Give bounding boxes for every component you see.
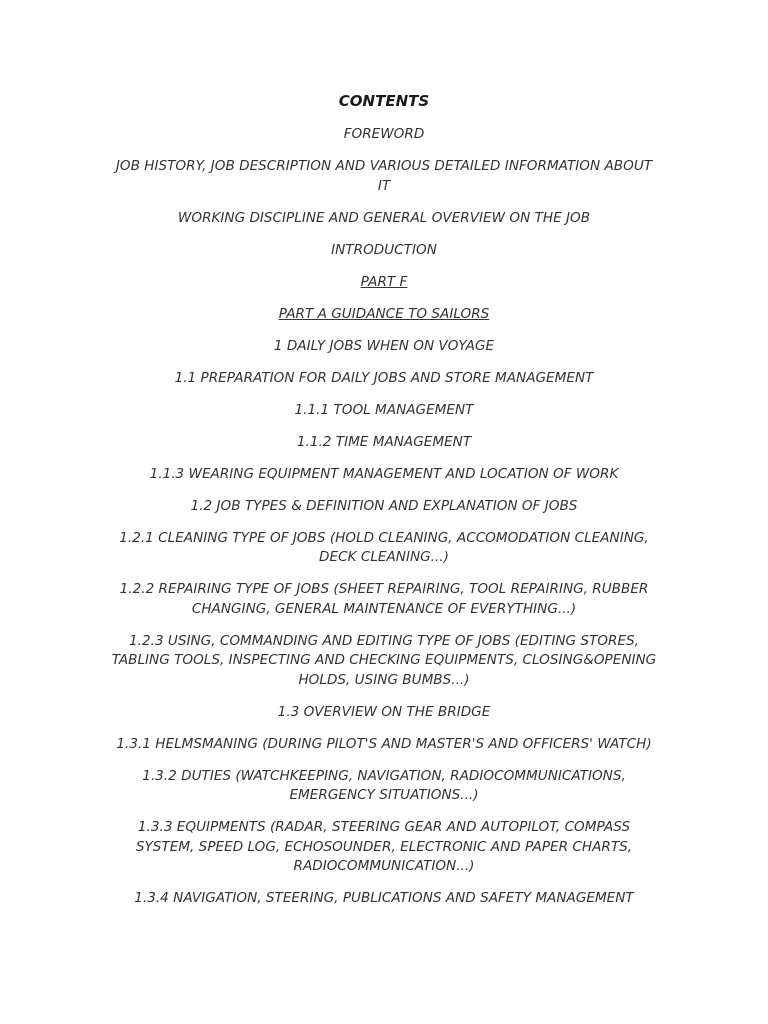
toc-entry: PART F	[360, 273, 408, 290]
toc-entry: 1.3 OVERVIEW ON THE BRIDGE	[277, 703, 491, 720]
toc-entry: 1.3.3 EQUIPMENTS (RADAR, STEERING GEAR AND AUTOPILOT, COMPASS SYSTEM, SPEED LOG, ECHOSOUNDER, ELECTRONIC AND PAPER CHARTS, RADIOCOMMUNICATION...)	[135, 819, 633, 874]
toc-entry: 1.3.2 DUTIES (WATCHKEEPING, NAVIGATION, RADIOCOMMUNICATIONS, EMERGENCY SITUATIONS...)	[142, 767, 626, 803]
toc-entry: 1.2.2 REPAIRING TYPE OF JOBS (SHEET REPAIRING, TOOL REPAIRING, RUBBER CHANGING, GENERAL MAINTENANCE OF EVERYTHING...)	[119, 581, 649, 617]
contents-title: CONTENTS	[338, 92, 430, 110]
table-of-contents	[108, 125, 660, 921]
toc-entry: PART A GUIDANCE TO SAILORS	[278, 305, 490, 322]
toc-entry: 1.2.3 USING, COMMANDING AND EDITING TYPE OF JOBS (EDITING STORES, TABLING TOOLS, INSPECTING AND CHECKING EQUIPMENTS, CLOSING&OPENING HOLDS, USING BUMBS...)	[111, 632, 657, 688]
toc-entry: JOB HISTORY, JOB DESCRIPTION AND VARIOUS DETAILED INFORMATION ABOUT IT	[115, 158, 653, 194]
toc-entry: 1.1.3 WEARING EQUIPMENT MANAGEMENT AND LOCATION OF WORK	[149, 465, 619, 482]
toc-entry: 1 DAILY JOBS WHEN ON VOYAGE	[273, 337, 495, 354]
toc-entry: 1.1.2 TIME MANAGEMENT	[296, 433, 472, 450]
toc-entry: FOREWORD	[343, 126, 425, 142]
toc-entry: 1.3.4 NAVIGATION, STEERING, PUBLICATIONS AND SAFETY MANAGEMENT	[134, 890, 634, 906]
toc-entry: 1.1 PREPARATION FOR DAILY JOBS AND STORE MANAGEMENT	[174, 369, 594, 386]
toc-entry: WORKING DISCIPLINE AND GENERAL OVERVIEW ON THE JOB	[177, 209, 591, 226]
toc-entry: INTRODUCTION	[331, 241, 437, 258]
toc-entry: 1.2 JOB TYPES & DEFINITION AND EXPLANATION OF JOBS	[190, 497, 578, 514]
toc-entry: 1.3.1 HELMSMANING (DURING PILOT'S AND MASTER'S AND OFFICERS' WATCH)	[116, 735, 652, 752]
toc-entry: 1.2.1 CLEANING TYPE OF JOBS (HOLD CLEANING, ACCOMODATION CLEANING, DECK CLEANING...)	[119, 529, 649, 565]
toc-entry: 1.1.1 TOOL MANAGEMENT	[294, 401, 474, 418]
